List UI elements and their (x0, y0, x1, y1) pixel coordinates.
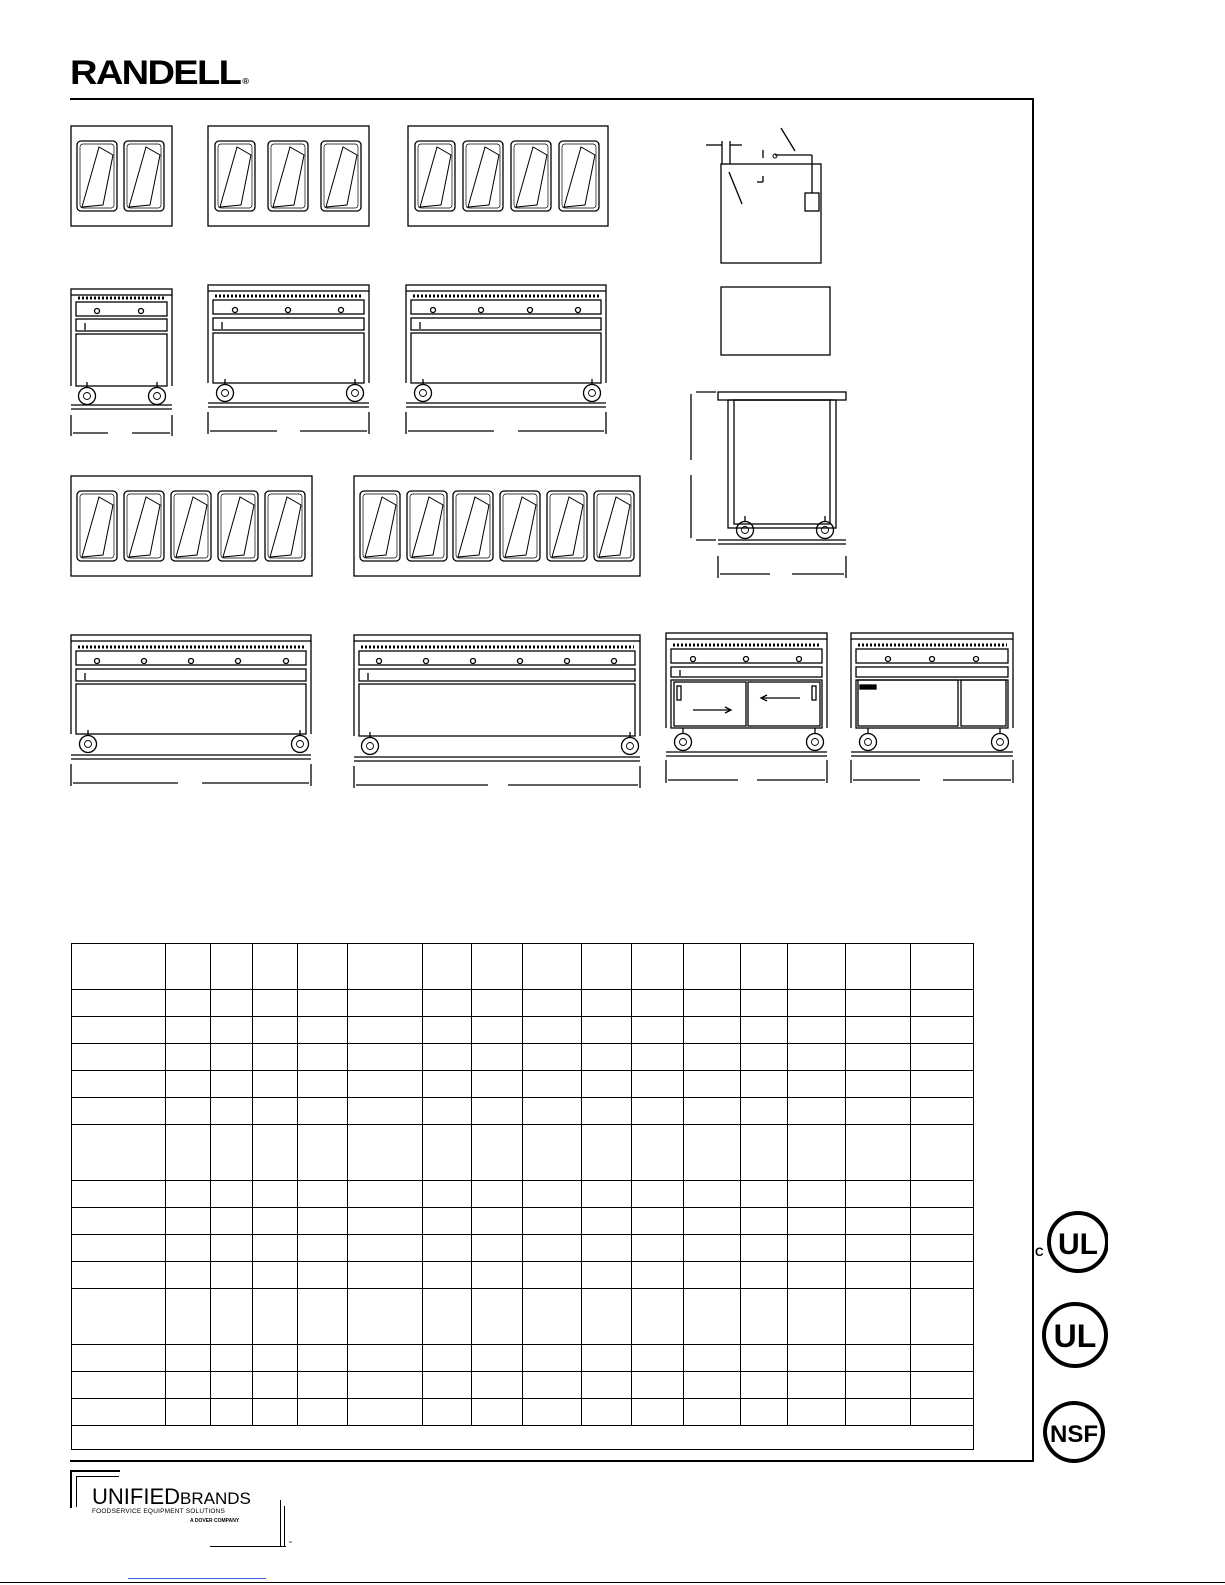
table-cell (788, 1372, 846, 1399)
table-cell (472, 1098, 523, 1125)
table-cell (632, 1208, 684, 1235)
table-cell (523, 1098, 582, 1125)
table-cell (684, 1125, 741, 1181)
table-cell (523, 944, 582, 990)
table-cell (472, 1208, 523, 1235)
table-cell (166, 1372, 211, 1399)
ul-text: UL (1053, 1318, 1097, 1354)
table-cell (788, 1098, 846, 1125)
table-cell (423, 1017, 472, 1044)
table-cell (166, 1017, 211, 1044)
table-row (72, 1235, 974, 1262)
table-cell (846, 1125, 911, 1181)
table-cell (741, 1208, 788, 1235)
table-cell (684, 1017, 741, 1044)
table-cell (632, 1181, 684, 1208)
table-cell (684, 1289, 741, 1345)
table-cell (211, 1125, 253, 1181)
table-cell (166, 1289, 211, 1345)
table-cell (423, 1345, 472, 1372)
parent-prefix: A (190, 1518, 194, 1524)
table-cell (582, 1235, 632, 1262)
table-cell (911, 1289, 974, 1345)
table-cell (582, 1017, 632, 1044)
table-cell (741, 1262, 788, 1289)
table-cell (846, 1098, 911, 1125)
table-cell (846, 1181, 911, 1208)
table-cell (253, 1071, 298, 1098)
table-cell (423, 1181, 472, 1208)
table-cell (472, 990, 523, 1017)
table-cell (741, 1399, 788, 1426)
table-cell (911, 1098, 974, 1125)
table-cell (348, 1262, 423, 1289)
table-cell (846, 1372, 911, 1399)
table-cell (211, 1262, 253, 1289)
table-row (72, 1098, 974, 1125)
table-row (72, 1372, 974, 1399)
table-cell (298, 1399, 348, 1426)
table-cell (472, 1017, 523, 1044)
table-cell (911, 1017, 974, 1044)
table-cell (423, 1125, 472, 1181)
table-cell (211, 1289, 253, 1345)
table-cell (348, 1208, 423, 1235)
top-view-3-well (208, 126, 369, 226)
table-cell (472, 1125, 523, 1181)
table-cell (348, 1071, 423, 1098)
table-cell (846, 1262, 911, 1289)
table-cell (211, 1071, 253, 1098)
table-row (72, 1125, 974, 1181)
cul-prefix: C (1035, 1245, 1044, 1259)
table-cell (348, 1098, 423, 1125)
table-cell (423, 1071, 472, 1098)
table-cell (684, 1262, 741, 1289)
front-elevation-5-well (71, 635, 311, 786)
table-cell (788, 1044, 846, 1071)
table-cell (72, 1399, 166, 1426)
table-cell (582, 1399, 632, 1426)
table-cell (166, 1235, 211, 1262)
cul-listed-icon (1033, 1208, 1108, 1278)
table-cell (298, 1125, 348, 1181)
table-footer-row (72, 1426, 974, 1450)
logo-parent (190, 1518, 239, 1524)
table-cell (911, 1044, 974, 1071)
table-cell (684, 1181, 741, 1208)
table-cell (253, 1125, 298, 1181)
table-cell (788, 1017, 846, 1044)
table-cell (472, 1071, 523, 1098)
table-cell (472, 1235, 523, 1262)
table-footer-cell (72, 1426, 974, 1450)
table-cell (582, 1181, 632, 1208)
table-cell (472, 1345, 523, 1372)
table-cell (523, 1289, 582, 1345)
table-cell (523, 1125, 582, 1181)
table-cell (348, 1044, 423, 1071)
table-cell (788, 1125, 846, 1181)
table-cell (911, 990, 974, 1017)
table-row (72, 1181, 974, 1208)
registered-mark: ® (242, 77, 250, 86)
table-cell (423, 944, 472, 990)
table-cell (348, 1372, 423, 1399)
table-cell (253, 1017, 298, 1044)
front-elevation-4-well (406, 285, 606, 434)
table-cell (684, 1044, 741, 1071)
table-cell (72, 990, 166, 1017)
table-row (72, 1399, 974, 1426)
table-cell (788, 944, 846, 990)
table-header-row (72, 944, 974, 990)
table-cell (166, 1208, 211, 1235)
table-cell (632, 1262, 684, 1289)
table-cell (788, 1399, 846, 1426)
table-cell (472, 944, 523, 990)
table-row (72, 990, 974, 1017)
table-row (72, 1044, 974, 1071)
table-cell (298, 990, 348, 1017)
table-cell (582, 1289, 632, 1345)
table-cell (632, 990, 684, 1017)
table-cell (788, 1262, 846, 1289)
table-cell (211, 1098, 253, 1125)
table-cell (166, 1044, 211, 1071)
table-cell (632, 1125, 684, 1181)
table-cell (684, 1345, 741, 1372)
table-cell (582, 1098, 632, 1125)
table-cell (582, 1372, 632, 1399)
table-cell (788, 990, 846, 1017)
table-cell (348, 1235, 423, 1262)
table-cell (72, 1289, 166, 1345)
table-cell (632, 1017, 684, 1044)
table-cell (166, 1262, 211, 1289)
table-cell (348, 1017, 423, 1044)
table-cell (253, 1262, 298, 1289)
table-cell (472, 1399, 523, 1426)
logo-word-brands: BRANDS (180, 1489, 251, 1508)
table-cell (741, 1125, 788, 1181)
table-cell (523, 1017, 582, 1044)
table-cell (582, 990, 632, 1017)
table-cell (472, 1181, 523, 1208)
table-cell (72, 1208, 166, 1235)
table-cell (788, 1208, 846, 1235)
table-cell (72, 1372, 166, 1399)
table-cell (523, 1345, 582, 1372)
table-cell (632, 1098, 684, 1125)
table-cell (211, 1345, 253, 1372)
table-cell (166, 1345, 211, 1372)
table-cell (846, 1017, 911, 1044)
table-cell (423, 1399, 472, 1426)
specification-table (71, 943, 974, 1450)
table-cell (348, 1399, 423, 1426)
table-cell (166, 1399, 211, 1426)
table-cell (211, 1044, 253, 1071)
table-cell (684, 1372, 741, 1399)
table-cell (253, 1372, 298, 1399)
table-cell (72, 1071, 166, 1098)
table-cell (632, 1372, 684, 1399)
table-cell (348, 1345, 423, 1372)
table-cell (741, 1071, 788, 1098)
table-cell (788, 1181, 846, 1208)
table-cell (684, 1208, 741, 1235)
table-cell (523, 1044, 582, 1071)
table-cell (632, 1345, 684, 1372)
table-cell (846, 990, 911, 1017)
table-cell (253, 1044, 298, 1071)
table-cell (348, 990, 423, 1017)
table-cell (741, 1098, 788, 1125)
table-cell (472, 1372, 523, 1399)
table-cell (741, 1372, 788, 1399)
table-cell (348, 1125, 423, 1181)
table-cell (298, 944, 348, 990)
table-cell (523, 1399, 582, 1426)
footer-rule (0, 1582, 1225, 1583)
table-cell (423, 1044, 472, 1071)
table-cell (741, 990, 788, 1017)
table-cell (298, 1098, 348, 1125)
ul-listed-icon (1040, 1300, 1110, 1370)
top-view-6-well (354, 476, 640, 576)
cul-text: UL (1058, 1228, 1098, 1261)
logo-word-unified: UNIFIED (92, 1484, 180, 1509)
table-cell (166, 944, 211, 990)
table-cell (788, 1345, 846, 1372)
table-cell (253, 1345, 298, 1372)
table-cell (72, 1098, 166, 1125)
table-cell (582, 1125, 632, 1181)
logo-corner-right (284, 1506, 285, 1546)
table-cell (211, 1235, 253, 1262)
table-cell (632, 1399, 684, 1426)
table-cell (348, 1289, 423, 1345)
specification-table-body (72, 944, 974, 1450)
table-cell (741, 1181, 788, 1208)
table-cell (911, 1262, 974, 1289)
table-cell (298, 1208, 348, 1235)
table-cell (348, 1181, 423, 1208)
table-row (72, 1289, 974, 1345)
table-cell (523, 990, 582, 1017)
logo-corner-right-inner (280, 1500, 281, 1546)
footer-link-underline[interactable] (128, 1578, 266, 1579)
table-cell (582, 1071, 632, 1098)
table-cell (211, 1017, 253, 1044)
nsf-text: NSF (1050, 1421, 1098, 1448)
table-cell (582, 1208, 632, 1235)
table-cell (253, 1289, 298, 1345)
table-cell (911, 1181, 974, 1208)
table-row (72, 1071, 974, 1098)
table-cell (911, 1071, 974, 1098)
table-cell (741, 1289, 788, 1345)
top-view-5-well (71, 476, 312, 576)
table-row (72, 1208, 974, 1235)
table-cell (523, 1071, 582, 1098)
table-cell (166, 1098, 211, 1125)
table-cell (523, 1262, 582, 1289)
nsf-icon (1040, 1398, 1108, 1466)
table-cell (166, 990, 211, 1017)
table-cell (523, 1372, 582, 1399)
table-cell (523, 1208, 582, 1235)
table-cell (166, 1181, 211, 1208)
table-cell (253, 1098, 298, 1125)
table-cell (253, 990, 298, 1017)
table-cell (253, 944, 298, 990)
table-cell (253, 1208, 298, 1235)
table-cell (632, 944, 684, 990)
table-cell (846, 1399, 911, 1426)
front-elevation-3-well (208, 285, 369, 434)
table-cell (298, 1071, 348, 1098)
table-cell (684, 1071, 741, 1098)
table-cell (846, 1071, 911, 1098)
table-cell (846, 944, 911, 990)
table-cell (298, 1181, 348, 1208)
table-cell (423, 1372, 472, 1399)
table-cell (72, 1044, 166, 1071)
table-cell (166, 1125, 211, 1181)
table-cell (684, 1098, 741, 1125)
table-cell (211, 944, 253, 990)
table-cell (211, 1372, 253, 1399)
table-cell (582, 1345, 632, 1372)
table-cell (472, 1044, 523, 1071)
table-cell (166, 1071, 211, 1098)
table-cell (72, 1262, 166, 1289)
table-cell (582, 944, 632, 990)
table-cell (741, 1235, 788, 1262)
table-cell (211, 990, 253, 1017)
table-cell (632, 1289, 684, 1345)
table-cell (253, 1181, 298, 1208)
table-cell (846, 1044, 911, 1071)
table-cell (423, 1098, 472, 1125)
table-cell (298, 1262, 348, 1289)
front-elevation-sliding-doors (666, 633, 827, 783)
table-cell (211, 1208, 253, 1235)
table-cell (348, 944, 423, 990)
plan-outline-view (721, 287, 830, 355)
table-row (72, 1345, 974, 1372)
table-cell (911, 1345, 974, 1372)
trademark-mark: ™ (288, 1540, 292, 1545)
logo-tagline: FOODSERVICE EQUIPMENT SOLUTIONS (92, 1508, 226, 1515)
table-cell (684, 944, 741, 990)
table-row (72, 1262, 974, 1289)
table-cell (523, 1235, 582, 1262)
unified-brands-logo (70, 1470, 290, 1550)
table-cell (911, 1372, 974, 1399)
table-cell (741, 1345, 788, 1372)
end-elevation-view (691, 392, 846, 578)
table-cell (72, 1181, 166, 1208)
frame-bottom-rule (70, 1460, 1034, 1462)
table-cell (911, 1235, 974, 1262)
table-cell (72, 1345, 166, 1372)
table-cell (911, 1399, 974, 1426)
table-cell (472, 1289, 523, 1345)
table-cell (846, 1289, 911, 1345)
table-cell (788, 1289, 846, 1345)
table-cell (911, 1208, 974, 1235)
table-cell (423, 990, 472, 1017)
table-cell (298, 1017, 348, 1044)
logo-corner-bottom (210, 1546, 286, 1547)
table-cell (298, 1235, 348, 1262)
table-cell (472, 1262, 523, 1289)
table-cell (741, 944, 788, 990)
parent-suffix: COMPANY (214, 1518, 240, 1524)
table-cell (741, 1044, 788, 1071)
table-cell (788, 1071, 846, 1098)
table-cell (298, 1345, 348, 1372)
table-cell (846, 1235, 911, 1262)
table-cell (423, 1208, 472, 1235)
table-row (72, 1017, 974, 1044)
table-cell (684, 990, 741, 1017)
front-elevation-refrigerated-base (851, 633, 1013, 783)
table-cell (72, 1017, 166, 1044)
table-cell (582, 1044, 632, 1071)
table-cell (911, 1125, 974, 1181)
table-cell (788, 1235, 846, 1262)
table-cell (632, 1044, 684, 1071)
table-cell (211, 1181, 253, 1208)
table-cell (523, 1181, 582, 1208)
brand-name: RANDELL (70, 54, 241, 92)
table-cell (253, 1399, 298, 1426)
table-cell (846, 1208, 911, 1235)
table-cell (911, 944, 974, 990)
table-cell (72, 1235, 166, 1262)
top-view-2-well (71, 126, 172, 226)
table-cell (684, 1399, 741, 1426)
table-cell (423, 1262, 472, 1289)
side-section-view (706, 128, 821, 263)
parent-name: DOVER (194, 1518, 213, 1524)
table-cell (298, 1289, 348, 1345)
table-cell (253, 1235, 298, 1262)
front-elevation-6-well (354, 635, 640, 788)
front-elevation-2-well (71, 289, 172, 436)
top-view-4-well (408, 126, 608, 226)
logo-wordmark (92, 1484, 251, 1510)
table-cell (72, 944, 166, 990)
table-cell (632, 1071, 684, 1098)
table-cell (846, 1345, 911, 1372)
table-cell (298, 1372, 348, 1399)
table-cell (632, 1235, 684, 1262)
table-cell (72, 1125, 166, 1181)
table-cell (423, 1289, 472, 1345)
table-cell (423, 1235, 472, 1262)
table-cell (741, 1017, 788, 1044)
table-cell (582, 1262, 632, 1289)
table-cell (684, 1235, 741, 1262)
table-cell (211, 1399, 253, 1426)
table-cell (298, 1044, 348, 1071)
